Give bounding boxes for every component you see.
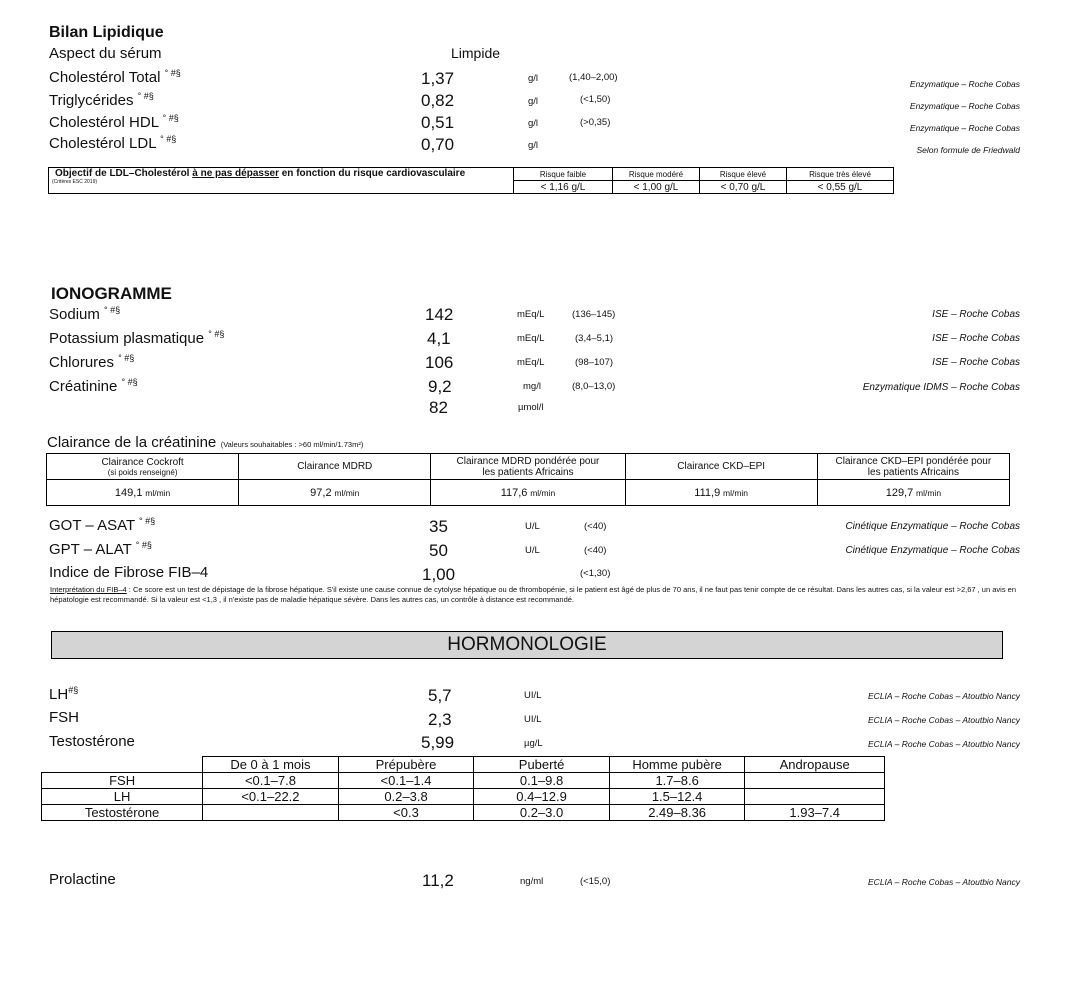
test-ref: (1,40–2,00) (569, 72, 618, 83)
test-ref: (<15,0) (580, 876, 611, 887)
clearance-value: 149,1 (114, 486, 143, 499)
hormone-ref-name: FSH (42, 773, 203, 789)
test-method: Enzymatique IDMS – Roche Cobas (862, 382, 1020, 393)
test-method: Enzymatique – Roche Cobas (909, 79, 1020, 89)
hormone-ref-row-testosterone (42, 805, 885, 821)
serum-aspect-label: Aspect du sérum (49, 45, 162, 62)
ldl-risk-value: < 0,55 g/L (787, 181, 894, 194)
ldl-objective-title: Objectif de LDL–Cholestérol à ne pas dépasser en fonction du risque cardiovasculaire (Critères ESC 2019) (49, 168, 514, 194)
test-marks: ° #§ (208, 329, 225, 339)
hormone-ref-cell (745, 773, 885, 789)
lipid-section-title: Bilan Lipidique (49, 24, 164, 41)
test-marks: ° #§ (139, 516, 156, 526)
clearance-unit: ml/min (916, 487, 942, 498)
creatinine-umol-unit: µmol/l (518, 402, 544, 413)
test-label: Cholestérol Total (49, 69, 161, 86)
hormone-ref-cell: 0.2–3.8 (338, 789, 474, 805)
test-label: Cholestérol HDL (49, 114, 159, 131)
test-marks: ° #§ (162, 113, 179, 123)
hormone-ref-header: Prépubère (338, 757, 474, 773)
test-method: ECLIA – Roche Cobas – Atoutbio Nancy (868, 877, 1020, 887)
clearance-col-sub: les patients Africains (867, 466, 959, 478)
test-marks: ° #§ (121, 377, 138, 387)
clearance-col-head: Clairance MDRD pondérée pour (456, 455, 600, 467)
hormone-ref-cell: <0.1–1.4 (338, 773, 474, 789)
test-value: 5,99 (421, 733, 455, 752)
test-label: Sodium (49, 306, 100, 323)
serum-aspect-value: Limpide (451, 45, 501, 61)
test-value: 0,51 (421, 113, 455, 132)
ldl-risk-value: < 0,70 g/L (700, 181, 787, 194)
test-marks: ° #§ (137, 91, 154, 101)
test-marks: ° #§ (104, 305, 121, 315)
test-label: Cholestérol LDL (49, 135, 156, 152)
ldl-risk-value: < 1,00 g/L (613, 181, 700, 194)
test-ref: (<40) (584, 545, 607, 556)
test-unit: ng/ml (520, 876, 544, 887)
test-value: 35 (429, 517, 448, 536)
test-unit: µg/L (524, 738, 543, 749)
test-label: FSH (49, 709, 79, 726)
hormone-ref-cell: 2.49–8.36 (609, 805, 745, 821)
ldl-risk-header: Risque très élevé (787, 168, 894, 181)
test-unit: g/l (528, 140, 539, 151)
clearance-col-sub: (si poids renseigné) (107, 467, 178, 477)
hormone-ref-cell: <0.1–7.8 (203, 773, 339, 789)
test-value: 1,37 (421, 69, 455, 88)
hormone-ref-header: De 0 à 1 mois (203, 757, 339, 773)
test-unit: UI/L (524, 690, 542, 701)
test-ref: (136–145) (572, 309, 616, 320)
test-label: Potassium plasmatique (49, 330, 205, 347)
clearance-unit: ml/min (145, 487, 171, 498)
ldl-risk-header: Risque faible (514, 168, 613, 181)
fib4-interpretation-note (50, 585, 1030, 605)
test-value: 2,3 (428, 710, 452, 729)
test-label: Indice de Fibrose FIB–4 (49, 564, 209, 581)
hormone-ref-name: Testostérone (42, 805, 203, 821)
test-value: 5,7 (428, 686, 452, 705)
clearance-unit: ml/min (722, 487, 749, 498)
test-method: ECLIA – Roche Cobas – Atoutbio Nancy (868, 691, 1020, 701)
hormone-ref-header: Homme pubère (609, 757, 745, 773)
test-unit: mEq/L (517, 357, 545, 368)
test-unit: g/l (528, 73, 539, 84)
clearance-col-head: Clairance MDRD (297, 461, 373, 472)
test-method: Enzymatique – Roche Cobas (909, 101, 1020, 111)
test-label: LH (49, 686, 69, 703)
test-unit: mEq/L (517, 333, 545, 344)
hormone-ref-cell: 1.5–12.4 (609, 789, 745, 805)
hormone-reference-table (41, 756, 885, 821)
hormone-ref-cell (745, 789, 885, 805)
test-value: 106 (425, 353, 454, 372)
test-unit: U/L (525, 521, 540, 532)
test-ref: (98–107) (575, 357, 614, 368)
hormone-ref-header: Andropause (745, 757, 885, 773)
ldl-risk-header: Risque modéré (613, 168, 700, 181)
test-ref: (>0,35) (580, 117, 611, 128)
clearance-unit: ml/min (530, 487, 556, 498)
clearance-value: 117,6 (500, 486, 528, 499)
ldl-objective-table (48, 167, 894, 194)
test-ref: (8,0–13,0) (572, 381, 616, 392)
test-unit: g/l (528, 118, 539, 129)
ldl-objective-source: (Critères ESC 2019) (52, 179, 98, 185)
test-label: Triglycérides (49, 92, 134, 109)
test-label: GPT – ALAT (49, 541, 132, 558)
clearance-value: 97,2 (310, 486, 332, 499)
test-label: Créatinine (49, 378, 118, 395)
test-unit: U/L (525, 545, 540, 556)
test-value: 142 (425, 305, 454, 324)
test-ref: (<1,30) (580, 568, 611, 579)
test-method: ECLIA – Roche Cobas – Atoutbio Nancy (868, 715, 1020, 725)
ldl-risk-value: < 1,16 g/L (514, 181, 613, 194)
test-method: Cinétique Enzymatique – Roche Cobas (845, 545, 1020, 556)
test-method: Enzymatique – Roche Cobas (909, 123, 1020, 133)
clearance-note: (Valeurs souhaitables : >60 ml/min/1.73m²) (220, 440, 364, 449)
test-method: ECLIA – Roche Cobas – Atoutbio Nancy (868, 739, 1020, 749)
test-method: ISE – Roche Cobas (932, 357, 1020, 368)
iono-section-title: IONOGRAMME (51, 284, 172, 303)
hormone-ref-cell: 1.7–8.6 (609, 773, 745, 789)
test-marks: #§ (68, 685, 79, 695)
test-ref: (<40) (584, 521, 607, 532)
clearance-value: 129,7 (885, 486, 914, 499)
hormone-ref-cell: 0.2–3.0 (474, 805, 610, 821)
test-marks: ° #§ (160, 134, 177, 144)
hormone-ref-cell: 0.1–9.8 (474, 773, 610, 789)
test-unit: g/l (528, 96, 539, 107)
clearance-table (46, 453, 1010, 506)
hormone-ref-cell: <0.3 (338, 805, 474, 821)
clearance-col-head: Clairance CKD–EPI (677, 461, 766, 472)
clearance-col-head: Clairance CKD–EPI pondérée pour (835, 455, 992, 467)
test-value: 11,2 (422, 871, 454, 890)
test-value: 1,00 (422, 565, 456, 584)
test-value: 4,1 (427, 329, 451, 348)
test-unit: UI/L (524, 714, 542, 725)
fib4-note-text: : Ce score est un test de dépistage de la fibrose hépatique. S'il existe une cause connue de cytolyse hépatique ou de thrombopénie, si le patient est âgé de plus de 70 ans, il ne faut pas tenir compte de ce résultat. Dans les autres cas, si la valeur est >2,67 , un avis en hépatologie est recommandé. Si la valeur est <1,3 , il n'existe pas de maladie hépatique sévère. Dans les autres cas, un contrôle à distance est recommandé. (50, 585, 1016, 604)
test-value: 0,70 (421, 135, 455, 154)
test-marks: ° #§ (164, 68, 181, 78)
test-unit: mg/l (523, 381, 541, 392)
test-method: Cinétique Enzymatique – Roche Cobas (845, 521, 1020, 532)
clearance-col-head: Clairance Cockroft (101, 456, 184, 468)
clearance-value: 111,9 (694, 486, 721, 499)
test-label: Prolactine (49, 871, 116, 888)
test-unit: mEq/L (517, 309, 545, 320)
test-marks: ° #§ (118, 353, 135, 363)
clearance-heading (47, 434, 363, 452)
hormone-ref-cell (203, 805, 339, 821)
test-method: Selon formule de Friedwald (916, 145, 1020, 155)
test-value: 9,2 (428, 377, 452, 396)
ldl-risk-header: Risque élevé (700, 168, 787, 181)
hormone-ref-header: Puberté (474, 757, 610, 773)
test-marks: ° #§ (135, 540, 152, 550)
test-method: ISE – Roche Cobas (932, 333, 1020, 344)
hormono-section-banner: HORMONOLOGIE (51, 631, 1003, 659)
test-label: Chlorures (49, 354, 115, 371)
hormone-ref-cell: <0.1–22.2 (203, 789, 339, 805)
clearance-col-sub: les patients Africains (482, 466, 574, 478)
test-value: 50 (429, 541, 448, 560)
fib4-note-title: Interprétation du FIB–4 (50, 585, 127, 594)
hormone-ref-cell: 1.93–7.4 (745, 805, 885, 821)
creatinine-umol-value: 82 (429, 398, 448, 417)
test-label: GOT – ASAT (49, 517, 135, 534)
test-method: ISE – Roche Cobas (932, 309, 1020, 320)
clearance-unit: ml/min (334, 487, 360, 498)
hormone-ref-row-fsh (42, 773, 885, 789)
hormone-ref-row-lh (42, 789, 885, 805)
test-ref: (3,4–5,1) (575, 333, 614, 344)
test-ref: (<1,50) (580, 94, 611, 105)
test-value: 0,82 (421, 91, 455, 110)
clearance-title: Clairance de la créatinine (47, 434, 217, 451)
test-label: Testostérone (49, 733, 135, 750)
hormone-ref-cell: 0.4–12.9 (474, 789, 610, 805)
hormone-ref-name: LH (42, 789, 203, 805)
